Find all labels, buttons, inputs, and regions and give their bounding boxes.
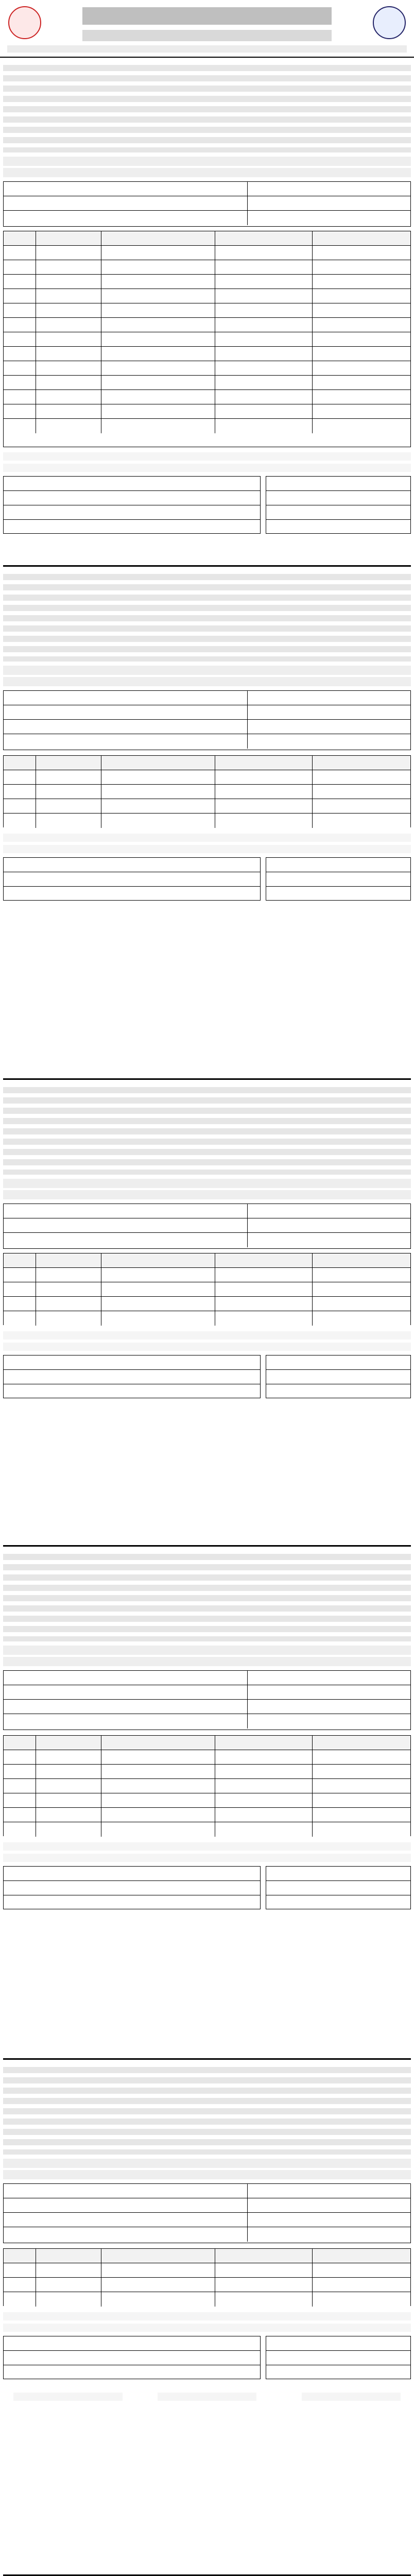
meta-row <box>3 666 411 675</box>
meta-row <box>3 2159 411 2168</box>
meta-row <box>3 168 411 177</box>
summary-table <box>3 1670 411 1730</box>
meta-row <box>3 1179 411 1188</box>
table-row <box>4 799 410 814</box>
table-row <box>4 1822 410 1837</box>
meta-row <box>3 1646 411 1655</box>
table-row <box>4 404 410 419</box>
table-row <box>4 785 410 799</box>
schedule-caption <box>3 2324 411 2332</box>
table-row <box>4 2278 410 2292</box>
interview-schedule-table <box>266 476 411 534</box>
result-section <box>3 2063 411 2576</box>
table-row <box>4 1282 410 1297</box>
interview-schedule-table <box>3 1355 261 1398</box>
table-row <box>4 390 410 404</box>
result-section <box>3 570 411 1080</box>
interview-schedule-table <box>266 2336 411 2379</box>
meta-row <box>3 677 411 686</box>
notice-reference-line <box>7 45 407 53</box>
notice-text-block <box>3 2067 411 2155</box>
table-row <box>4 1765 410 1779</box>
table-row <box>4 1268 410 1282</box>
table-row <box>4 275 410 289</box>
signature-block <box>13 2393 123 2401</box>
schedule-caption <box>3 1343 411 1351</box>
meta-row <box>3 2170 411 2179</box>
meta-row <box>3 1657 411 1666</box>
meta-row <box>3 157 411 166</box>
meta-row <box>3 1190 411 1199</box>
schedule-caption <box>3 1331 411 1340</box>
table-row <box>4 318 410 332</box>
interview-schedule-table <box>3 476 261 534</box>
candidate-table <box>3 2248 411 2306</box>
notice-text-block <box>3 1554 411 1641</box>
notice-text-block <box>3 574 411 662</box>
table-row <box>4 303 410 318</box>
summary-table <box>3 690 411 750</box>
interview-schedule-table <box>3 857 261 901</box>
table-row <box>4 814 410 828</box>
table-row <box>4 419 410 433</box>
table-row <box>4 246 410 260</box>
candidate-table <box>3 231 411 447</box>
schedule-caption <box>3 464 411 472</box>
summary-table <box>3 1204 411 1249</box>
table-row <box>4 770 410 785</box>
interview-schedule-table <box>266 1866 411 1909</box>
interview-schedule-table <box>3 1866 261 1909</box>
interview-schedule-table <box>266 1355 411 1398</box>
schedule-caption <box>3 1842 411 1851</box>
page-subtitle <box>82 30 332 41</box>
schedule-caption <box>3 1854 411 1862</box>
schedule-caption <box>3 452 411 461</box>
schedule-caption <box>3 845 411 853</box>
table-row <box>4 289 410 303</box>
government-emblem-icon <box>8 6 41 39</box>
table-row <box>4 1750 410 1765</box>
schedule-caption <box>3 2312 411 2320</box>
table-row <box>4 2292 410 2307</box>
candidate-table <box>3 1253 411 1325</box>
candidate-table <box>3 1735 411 1836</box>
result-section <box>3 1550 411 2060</box>
signature-block <box>302 2393 401 2401</box>
table-row <box>4 1779 410 1793</box>
candidate-table <box>3 755 411 827</box>
interview-schedule-table <box>3 2336 261 2379</box>
table-row <box>4 332 410 347</box>
result-section <box>3 1083 411 1547</box>
table-row <box>4 1311 410 1326</box>
table-row <box>4 1297 410 1311</box>
interview-schedule-table <box>266 857 411 901</box>
table-row <box>4 260 410 275</box>
result-section <box>3 61 411 567</box>
schedule-caption <box>3 834 411 842</box>
summary-table <box>3 2183 411 2243</box>
table-row <box>4 347 410 361</box>
table-row <box>4 361 410 376</box>
table-row <box>4 376 410 390</box>
notice-text-block <box>3 65 411 152</box>
summary-table <box>3 181 411 227</box>
commission-logo-icon <box>373 6 406 39</box>
notice-text-block <box>3 1087 411 1175</box>
table-row <box>4 1808 410 1822</box>
page-header <box>0 0 414 58</box>
table-row <box>4 1793 410 1808</box>
signature-block <box>158 2393 256 2401</box>
table-row <box>4 2263 410 2278</box>
page-title <box>82 7 332 25</box>
